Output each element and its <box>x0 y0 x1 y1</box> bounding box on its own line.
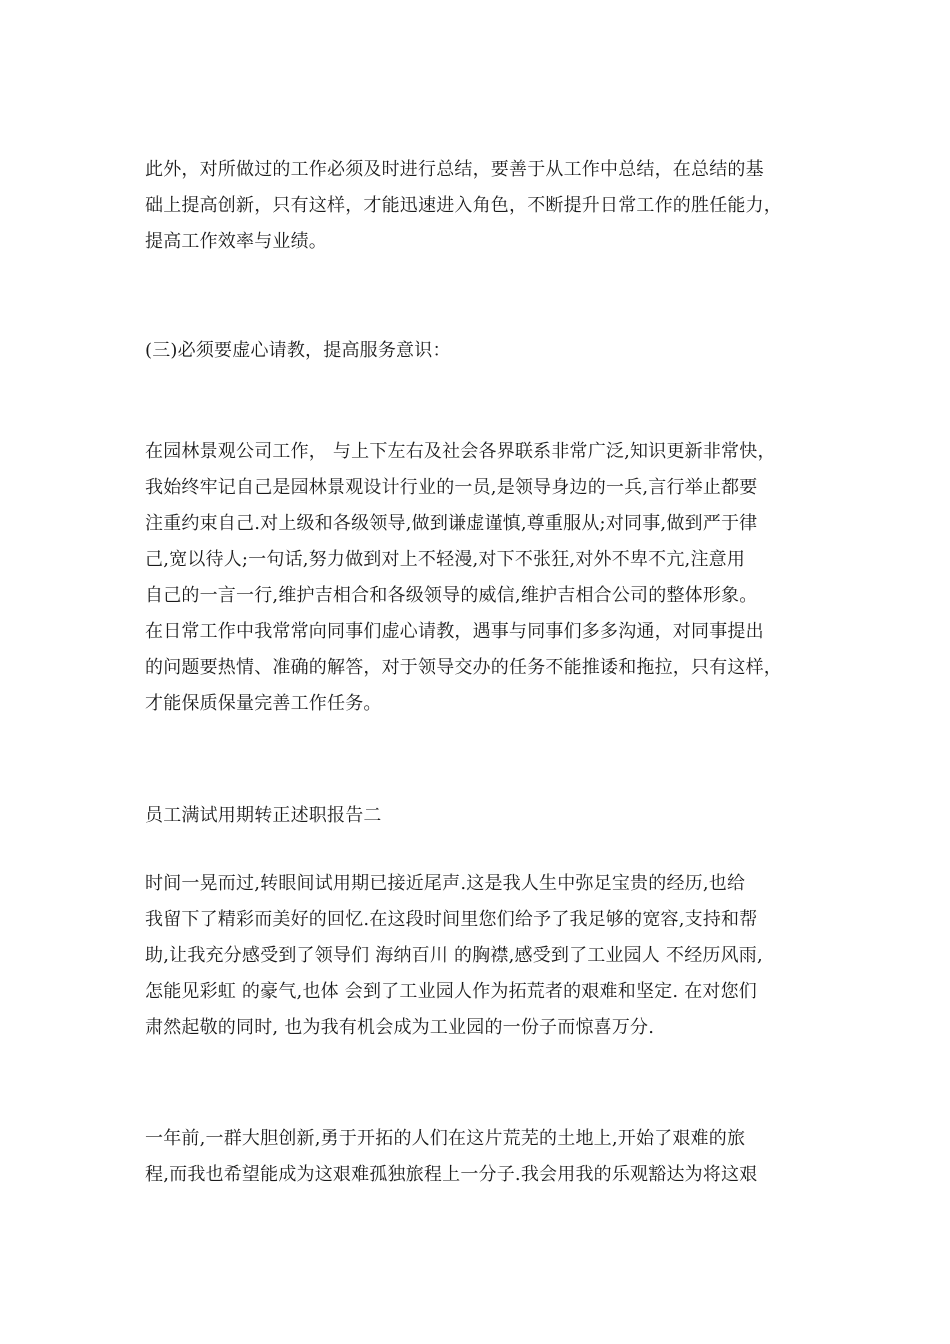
text-line: 在园林景观公司工作， 与上下左右及社会各界联系非常广泛,知识更新非常快， <box>145 441 776 462</box>
text-line: 时间一晃而过,转眼间试用期已接近尾声.这是我人生中弥足宝贵的经历,也给 <box>145 873 746 894</box>
paragraph-one-year-ago <box>145 1121 815 1193</box>
text-line: 肃然起敬的同时, 也为我有机会成为工业园的一份子而惊喜万分. <box>145 1017 655 1038</box>
text-line: 自己的一言一行,维护吉相合和各级领导的威信,维护吉相合公司的整体形象。 <box>145 585 758 606</box>
text-line: 助,让我充分感受到了领导们 海纳百川 的胸襟,感受到了工业园人 不经历风雨, <box>145 945 763 966</box>
paragraph-summary <box>145 152 815 260</box>
text-line: 我留下了精彩而美好的回忆.在这段时间里您们给予了我足够的宽容,支持和帮 <box>145 909 758 930</box>
heading-text: (三)必须要虚心请教，提高服务意识： <box>145 340 451 361</box>
text-line: 才能保质保量完善工作任务。 <box>145 693 382 714</box>
text-line: 在日常工作中我常常向同事们虚心请教，遇事与同事们多多沟通，对同事提出 <box>145 621 764 642</box>
text-line: 础上提高创新，只有这样，才能迅速进入角色，不断提升日常工作的胜任能力， <box>145 195 782 216</box>
text-line: 的问题要热情、准确的解答，对于领导交办的任务不能推诿和拖拉，只有这样， <box>145 657 782 678</box>
text-line: 己,宽以待人;一句话,努力做到对上不轻漫,对下不张狂,对外不卑不亢,注意用 <box>145 549 746 570</box>
text-line: 注重约束自己.对上级和各级领导,做到谦虚谨慎,尊重服从;对同事,做到严于律 <box>145 513 758 534</box>
paragraph-humility <box>145 434 815 722</box>
text-line: 怎能见彩虹 的豪气,也体 会到了工业园人作为拓荒者的艰难和坚定. 在对您们 <box>145 981 758 1002</box>
paragraph-probation-review <box>145 866 815 1046</box>
text-line: 此外，对所做过的工作必须及时进行总结，要善于从工作中总结，在总结的基 <box>145 159 764 180</box>
heading-text: 员工满试用期转正述职报告二 <box>145 805 382 826</box>
section-heading-service <box>145 333 815 369</box>
text-line: 提高工作效率与业绩。 <box>145 231 327 252</box>
report-title-two <box>145 798 815 834</box>
text-line: 一年前,一群大胆创新,勇于开拓的人们在这片荒芜的土地上,开始了艰难的旅 <box>145 1128 746 1149</box>
text-line: 我始终牢记自己是园林景观设计行业的一员,是领导身边的一兵,言行举止都要 <box>145 477 758 498</box>
text-line: 程,而我也希望能成为这艰难孤独旅程上一分子.我会用我的乐观豁达为将这艰 <box>145 1164 758 1185</box>
